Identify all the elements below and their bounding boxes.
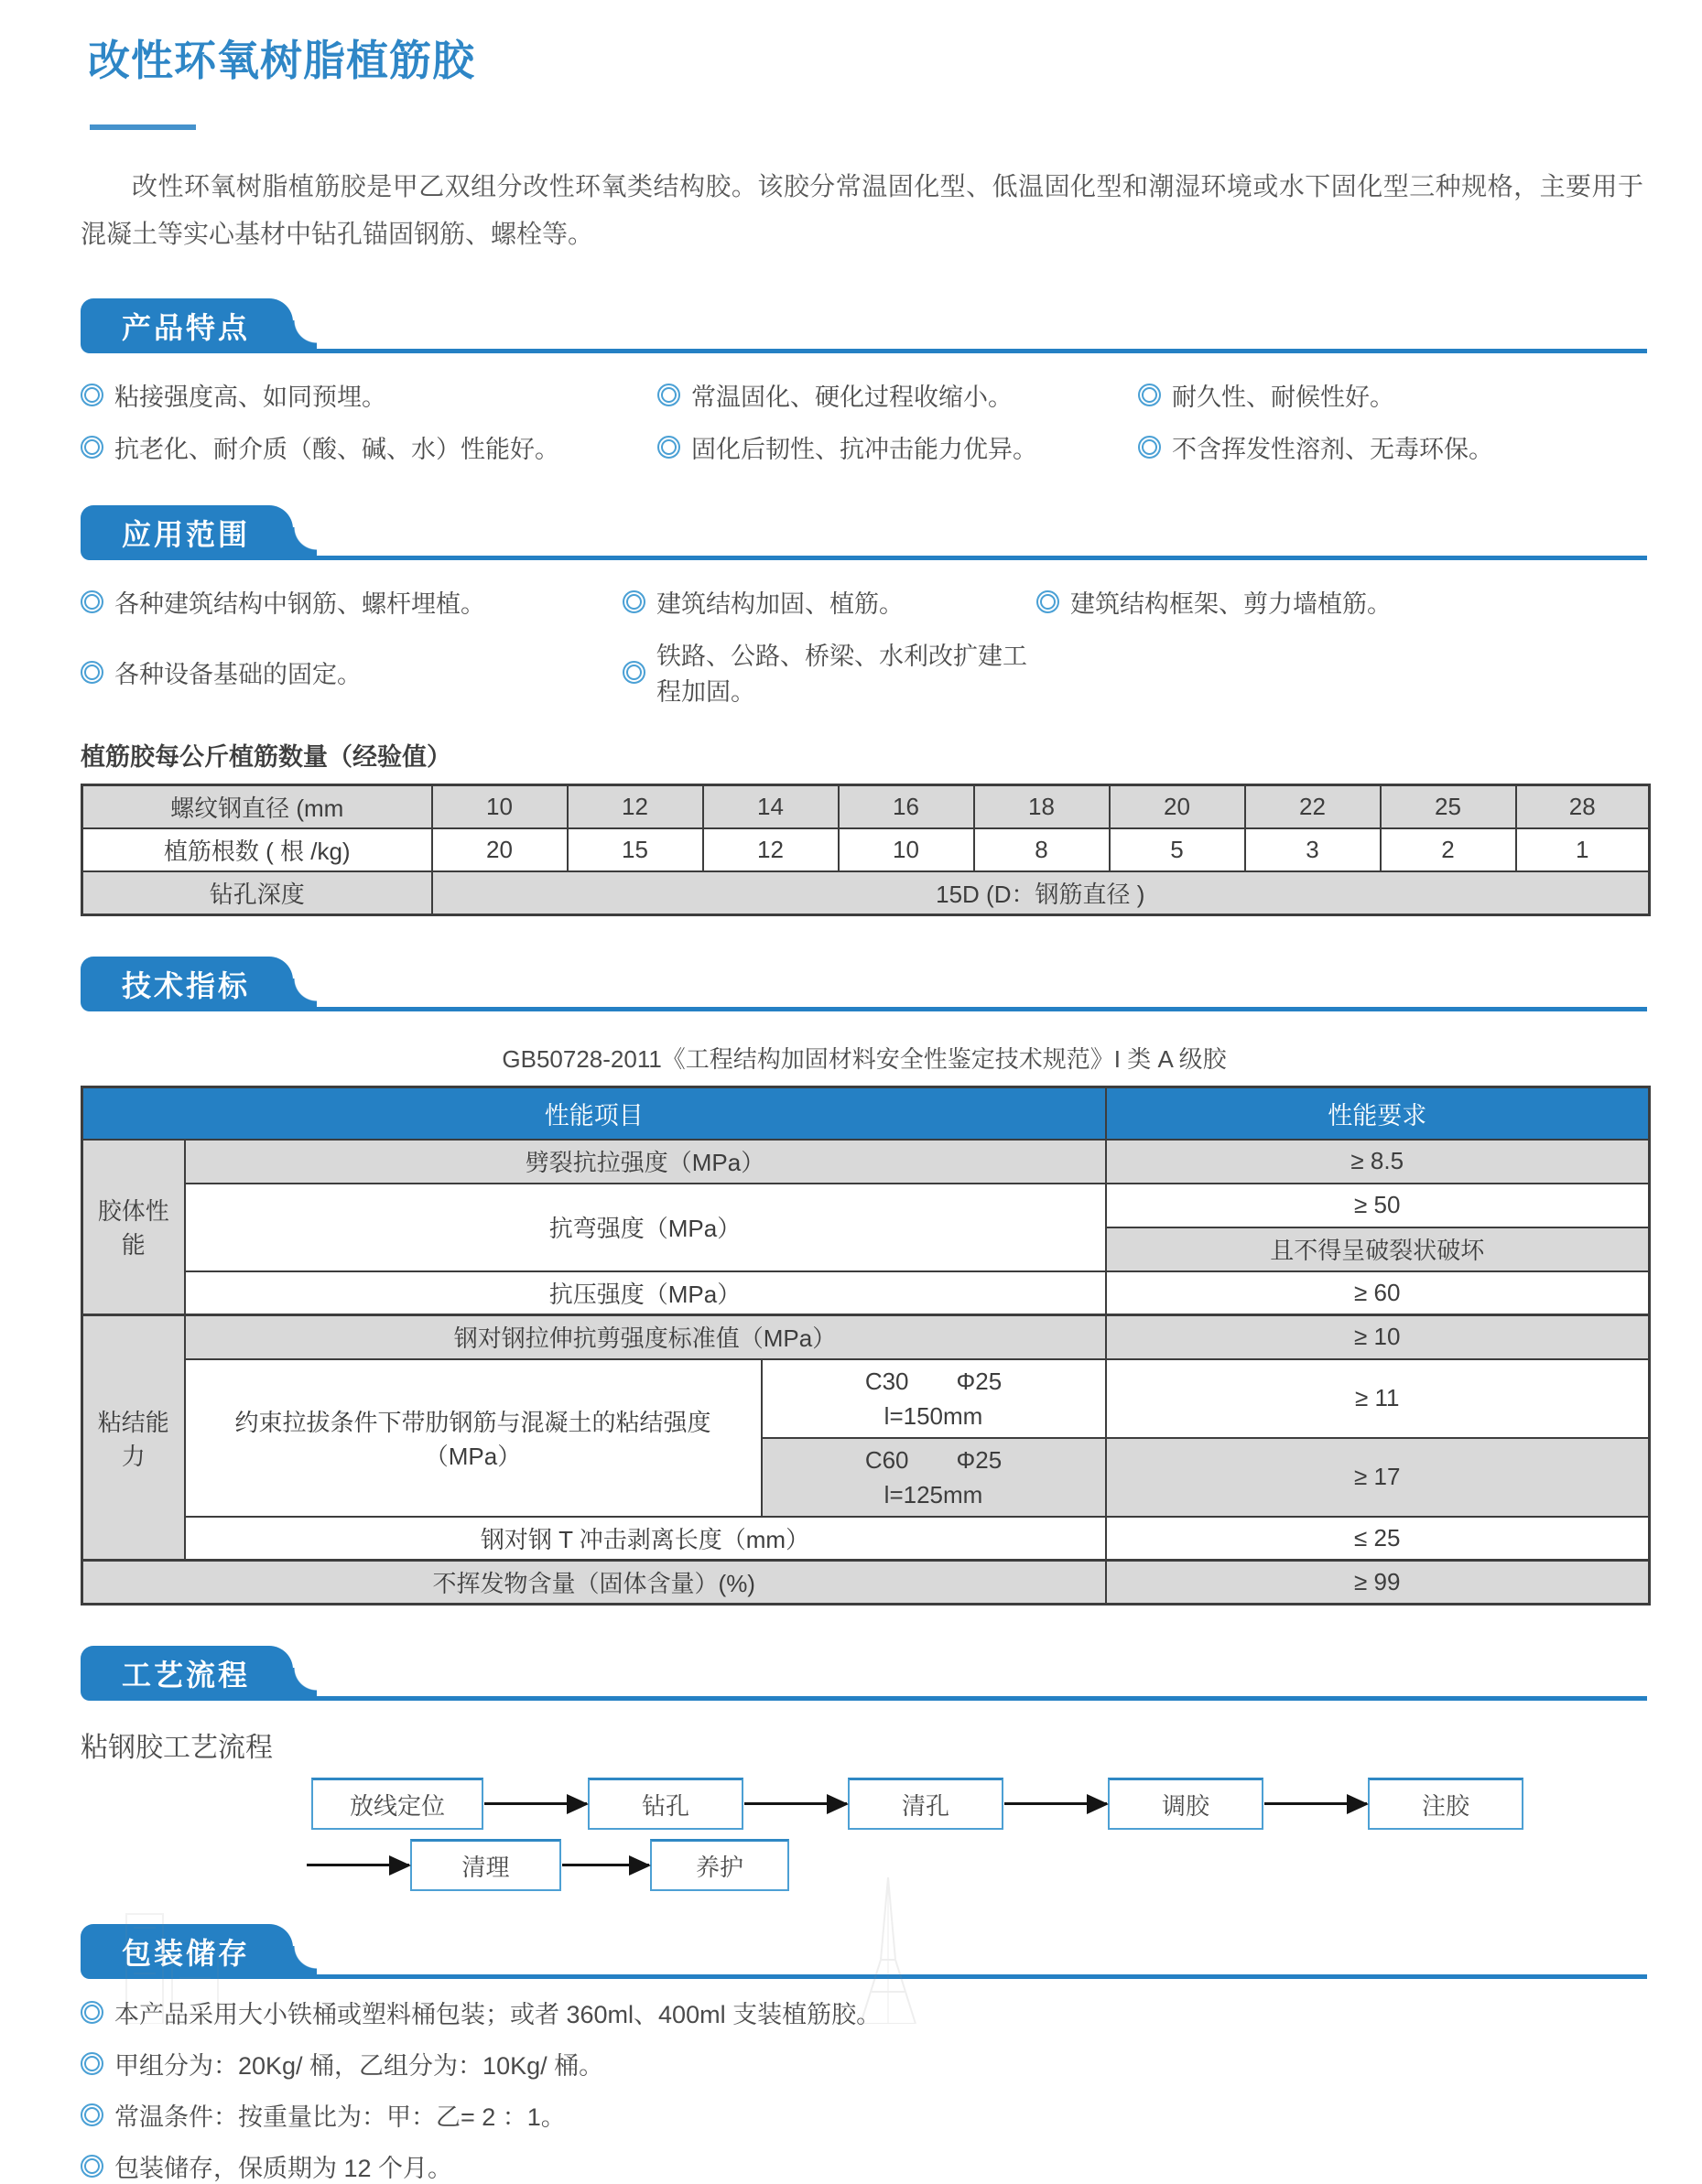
section-header-features bbox=[81, 298, 1647, 353]
packaging-item bbox=[81, 2097, 1647, 2133]
section-tab-tech: 技术指标 bbox=[81, 957, 293, 1011]
table-row bbox=[82, 1140, 1650, 1184]
ring-bullet-icon bbox=[81, 2052, 103, 2075]
flow-step-box: 放线定位 bbox=[311, 1778, 483, 1830]
group-cell-bond: 粘结能力 bbox=[82, 1315, 185, 1561]
table-header-row bbox=[82, 1087, 1650, 1140]
flow-step-box: 调胶 bbox=[1108, 1778, 1263, 1830]
arrow-right-icon bbox=[1264, 1802, 1367, 1805]
section-header-tech bbox=[81, 957, 1647, 1011]
ring-bullet-icon bbox=[81, 2001, 103, 2024]
condition-line: l=125mm bbox=[884, 1480, 983, 1508]
ring-bullet-icon bbox=[81, 436, 103, 459]
diameter-cell: 25 bbox=[1381, 785, 1516, 829]
section-tab-process: 工艺流程 bbox=[81, 1646, 293, 1701]
diameter-cell: 28 bbox=[1516, 785, 1650, 829]
property-cell: 钢对钢 T 冲击剥离长度（mm） bbox=[185, 1517, 1106, 1561]
ring-bullet-icon bbox=[657, 436, 680, 459]
ring-bullet-icon bbox=[623, 661, 645, 684]
packaging-text: 常温条件：按重量比为：甲：乙= 2 ：1。 bbox=[114, 2103, 566, 2131]
arrow-right-icon bbox=[484, 1802, 587, 1805]
process-flow-row-2 bbox=[306, 1839, 1647, 1891]
table-row bbox=[82, 828, 1650, 871]
packaging-item bbox=[81, 2046, 1647, 2081]
diameter-cell: 20 bbox=[1110, 785, 1245, 829]
table-row bbox=[82, 785, 1650, 829]
arrow-right-icon bbox=[307, 1864, 409, 1866]
flow-step-box: 注胶 bbox=[1368, 1778, 1523, 1830]
application-item-empty bbox=[1036, 636, 1647, 708]
application-item bbox=[1036, 584, 1647, 620]
section-rule bbox=[317, 1696, 1647, 1701]
features-grid bbox=[81, 377, 1647, 465]
section-tab-features: 产品特点 bbox=[81, 298, 293, 353]
ring-bullet-icon bbox=[81, 2103, 103, 2126]
requirement-cell: ≥ 11 bbox=[1106, 1359, 1650, 1438]
requirement-cell: ≥ 60 bbox=[1106, 1271, 1650, 1315]
table-row bbox=[82, 1271, 1650, 1315]
feature-item bbox=[657, 377, 1138, 413]
count-cell: 5 bbox=[1110, 828, 1245, 871]
diameter-cell: 16 bbox=[839, 785, 974, 829]
requirement-cell: 且不得呈破裂状破坏 bbox=[1106, 1227, 1650, 1271]
section-header-process bbox=[81, 1646, 1647, 1701]
table-row bbox=[82, 1315, 1650, 1359]
feature-item bbox=[657, 429, 1138, 465]
condition-cell bbox=[762, 1359, 1106, 1438]
diameter-cell: 14 bbox=[703, 785, 839, 829]
feature-item bbox=[1138, 377, 1647, 413]
requirement-cell: ≥ 10 bbox=[1106, 1315, 1650, 1359]
rebar-table-caption: 植筋胶每公斤植筋数量（经验值） bbox=[81, 743, 451, 771]
requirement-cell: ≥ 50 bbox=[1106, 1184, 1650, 1227]
section-header-packaging bbox=[81, 1924, 1647, 1979]
section-header-applications bbox=[81, 505, 1647, 560]
page-title: 改性环氧树脂植筋胶 bbox=[88, 37, 475, 84]
ring-bullet-icon bbox=[81, 384, 103, 406]
ring-bullet-icon bbox=[1138, 436, 1161, 459]
flow-step-box: 养护 bbox=[650, 1839, 789, 1891]
intro-paragraph: 改性环氧树脂植筋胶是甲乙双组分改性环氧类结构胶。该胶分常温固化型、低温固化型和潮湿环境或水下固化型三种规格，主要用于混凝土等实心基材中钻孔锚固钢筋、螺栓等。 bbox=[81, 172, 1643, 248]
depth-label-cell: 钻孔深度 bbox=[82, 871, 432, 915]
feature-item bbox=[81, 377, 657, 413]
application-item bbox=[81, 584, 623, 620]
diameter-cell: 12 bbox=[568, 785, 703, 829]
col-header-req: 性能要求 bbox=[1106, 1087, 1650, 1140]
requirement-cell: ≥ 17 bbox=[1106, 1438, 1650, 1517]
section-rule bbox=[317, 349, 1647, 353]
section-rule bbox=[317, 556, 1647, 560]
property-cell: 劈裂抗拉强度（MPa） bbox=[185, 1140, 1106, 1184]
process-subtitle: 粘钢胶工艺流程 bbox=[81, 1733, 273, 1763]
property-cell: 抗弯强度（MPa） bbox=[185, 1184, 1106, 1271]
arrow-right-icon bbox=[744, 1802, 847, 1805]
diameter-cell: 10 bbox=[432, 785, 568, 829]
diameter-label-cell: 螺纹钢直径 (mm bbox=[82, 785, 432, 829]
count-label-cell: 植筋根数 ( 根 /kg) bbox=[82, 828, 432, 871]
application-item bbox=[623, 584, 1036, 620]
requirement-cell: ≥ 99 bbox=[1106, 1561, 1650, 1605]
count-cell: 10 bbox=[839, 828, 974, 871]
packaging-item bbox=[81, 1995, 1647, 2030]
group-cell-gel: 胶体性能 bbox=[82, 1140, 185, 1315]
property-cell: 不挥发物含量（固体含量）(%) bbox=[82, 1561, 1106, 1605]
count-cell: 3 bbox=[1245, 828, 1381, 871]
packaging-text: 本产品采用大小铁桶或塑料桶包装；或者 360ml、400ml 支装植筋胶。 bbox=[114, 2001, 882, 2028]
section-tab-packaging: 包装储存 bbox=[81, 1924, 293, 1979]
flow-step-box: 清孔 bbox=[848, 1778, 1003, 1830]
application-text: 建筑结构加固、植筋。 bbox=[656, 590, 904, 618]
arrow-right-icon bbox=[1004, 1802, 1107, 1805]
count-cell: 1 bbox=[1516, 828, 1650, 871]
ring-bullet-icon bbox=[81, 661, 103, 684]
feature-text: 常温固化、硬化过程收缩小。 bbox=[691, 384, 1013, 411]
col-header-item: 性能项目 bbox=[82, 1087, 1106, 1140]
ring-bullet-icon bbox=[1036, 590, 1059, 613]
arrow-right-icon bbox=[562, 1864, 649, 1866]
ring-bullet-icon bbox=[81, 590, 103, 613]
feature-text: 抗老化、耐介质（酸、碱、水）性能好。 bbox=[114, 436, 559, 463]
feature-text: 固化后韧性、抗冲击能力优异。 bbox=[691, 436, 1037, 463]
ring-bullet-icon bbox=[81, 2155, 103, 2178]
application-text: 各种建筑结构中钢筋、螺杆埋植。 bbox=[114, 590, 485, 618]
application-text: 建筑结构框架、剪力墙植筋。 bbox=[1070, 590, 1392, 618]
rebar-count-table bbox=[81, 784, 1651, 916]
diameter-cell: 22 bbox=[1245, 785, 1381, 829]
feature-text: 耐久性、耐候性好。 bbox=[1172, 384, 1394, 411]
tech-standard-line: GB50728-2011《工程结构加固材料安全性鉴定技术规范》I 类 A 级胶 bbox=[502, 1045, 1227, 1073]
applications-grid bbox=[81, 584, 1647, 708]
packaging-item bbox=[81, 2148, 1647, 2184]
application-item bbox=[81, 636, 623, 708]
application-item bbox=[623, 636, 1036, 708]
condition-cell bbox=[762, 1438, 1106, 1517]
feature-item bbox=[81, 429, 657, 465]
table-row bbox=[82, 1359, 1650, 1438]
property-cell: 约束拉拔条件下带肋钢筋与混凝土的粘结强度（MPa） bbox=[185, 1359, 762, 1517]
depth-value-cell: 15D (D：钢筋直径 ) bbox=[432, 871, 1650, 915]
section-rule bbox=[317, 1007, 1647, 1011]
process-flow-row-1 bbox=[311, 1778, 1647, 1830]
application-text: 各种设备基础的固定。 bbox=[114, 660, 362, 688]
table-row bbox=[82, 871, 1650, 915]
section-tab-applications: 应用范围 bbox=[81, 505, 293, 560]
property-cell: 钢对钢拉伸抗剪强度标准值（MPa） bbox=[185, 1315, 1106, 1359]
count-cell: 20 bbox=[432, 828, 568, 871]
feature-item bbox=[1138, 429, 1647, 465]
count-cell: 15 bbox=[568, 828, 703, 871]
packaging-text: 包装储存，保质期为 12 个月。 bbox=[114, 2155, 453, 2182]
ring-bullet-icon bbox=[623, 590, 645, 613]
packaging-text: 甲组分为：20Kg/ 桶，乙组分为：10Kg/ 桶。 bbox=[114, 2052, 604, 2080]
flow-step-box: 清理 bbox=[410, 1839, 561, 1891]
feature-text: 粘接强度高、如同预埋。 bbox=[114, 384, 386, 411]
requirement-cell: ≥ 8.5 bbox=[1106, 1140, 1650, 1184]
application-text: 铁路、公路、桥梁、水利改扩建工程加固。 bbox=[656, 643, 1027, 706]
feature-text: 不含挥发性溶剂、无毒环保。 bbox=[1172, 436, 1493, 463]
ring-bullet-icon bbox=[1138, 384, 1161, 406]
tech-spec-table bbox=[81, 1086, 1651, 1606]
requirement-cell: ≤ 25 bbox=[1106, 1517, 1650, 1561]
table-row bbox=[82, 1517, 1650, 1561]
diameter-cell: 18 bbox=[974, 785, 1110, 829]
count-cell: 2 bbox=[1381, 828, 1516, 871]
count-cell: 8 bbox=[974, 828, 1110, 871]
table-row bbox=[82, 1184, 1650, 1227]
title-underline bbox=[90, 124, 196, 130]
flow-step-box: 钻孔 bbox=[588, 1778, 743, 1830]
packaging-list bbox=[81, 1995, 1647, 2184]
section-rule bbox=[317, 1974, 1647, 1979]
condition-line: C60 Φ25 bbox=[864, 1445, 1003, 1474]
condition-line: l=150mm bbox=[884, 1401, 983, 1430]
table-row bbox=[82, 1561, 1650, 1605]
condition-line: C30 Φ25 bbox=[864, 1367, 1003, 1395]
ring-bullet-icon bbox=[657, 384, 680, 406]
count-cell: 12 bbox=[703, 828, 839, 871]
property-cell: 抗压强度（MPa） bbox=[185, 1271, 1106, 1315]
